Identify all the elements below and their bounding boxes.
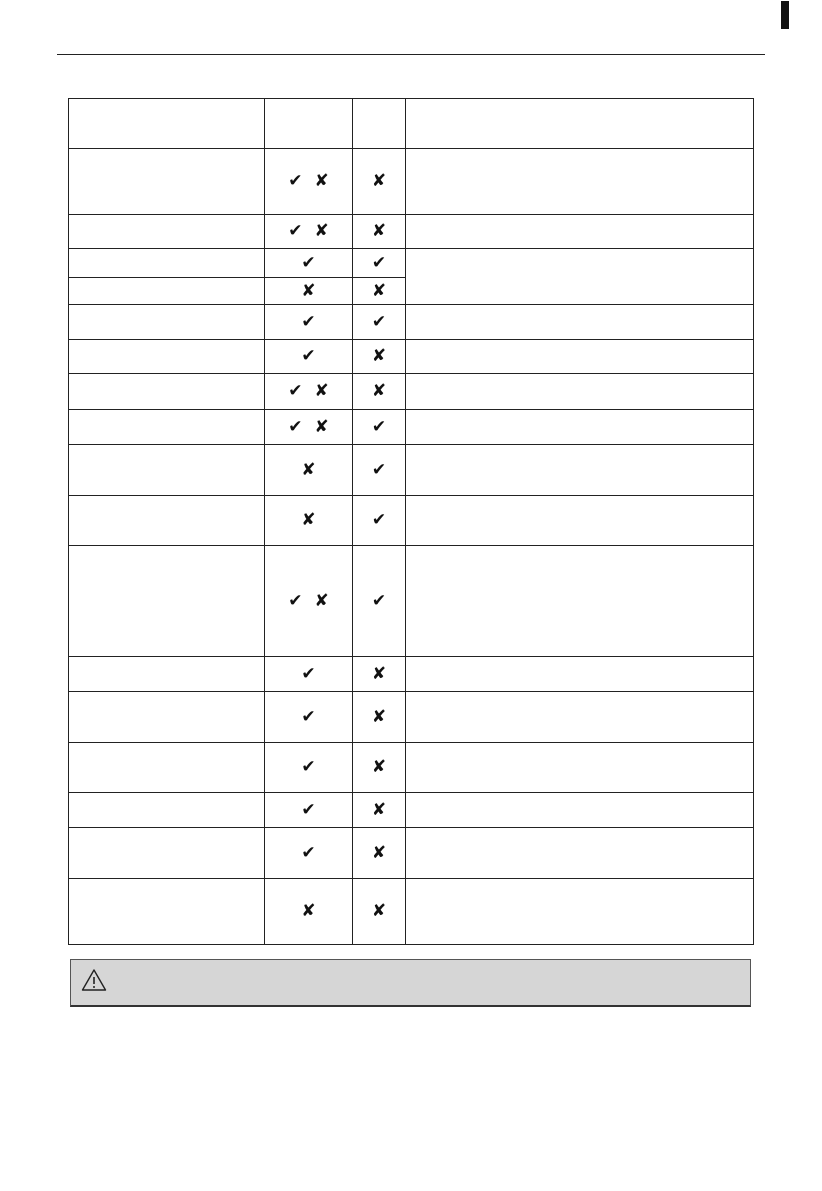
feature-cell	[69, 828, 265, 879]
check-icon: ✔	[288, 590, 303, 611]
description-cell	[406, 445, 754, 496]
page-corner-tab	[781, 1, 789, 29]
cross-icon: ✘	[371, 280, 387, 301]
description-cell	[406, 410, 754, 445]
table-header-row	[69, 99, 754, 149]
cross-icon: ✘	[371, 799, 387, 820]
description-cell	[406, 793, 754, 828]
column-b-cell	[353, 215, 406, 249]
feature-cell	[69, 445, 265, 496]
table-row	[69, 657, 754, 692]
table-row	[69, 496, 754, 546]
cross-icon: ✘	[371, 221, 387, 241]
cross-icon: ✘	[371, 171, 387, 191]
check-icon: ✔	[371, 311, 387, 332]
column-a-cell	[265, 149, 353, 215]
cross-icon: ✘	[314, 416, 329, 437]
column-a-cell	[265, 340, 353, 374]
table-row	[69, 149, 754, 215]
column-b-cell	[353, 278, 406, 305]
check-icon: ✔	[301, 663, 316, 684]
check-icon: ✔	[301, 799, 316, 820]
check-icon: ✔	[371, 252, 387, 273]
feature-cell	[69, 546, 265, 657]
cross-icon: ✘	[314, 381, 329, 401]
column-a-cell	[265, 249, 353, 278]
table-row	[69, 546, 754, 657]
description-cell	[406, 879, 754, 945]
check-icon: ✔	[301, 346, 316, 366]
feature-cell	[69, 278, 265, 305]
feature-cell	[69, 249, 265, 278]
column-b-cell	[353, 374, 406, 410]
check-icon: ✔	[371, 416, 387, 437]
check-icon: ✔	[288, 381, 303, 401]
table-row	[69, 793, 754, 828]
cross-icon: ✘	[301, 510, 316, 530]
feature-cell	[69, 496, 265, 546]
column-a-cell	[265, 410, 353, 445]
description-cell	[406, 828, 754, 879]
column-b-cell	[353, 793, 406, 828]
column-b-cell	[353, 828, 406, 879]
description-cell	[406, 215, 754, 249]
column-a-cell	[265, 743, 353, 793]
cross-icon: ✘	[314, 221, 329, 241]
feature-cell	[69, 657, 265, 692]
cross-icon: ✘	[301, 459, 316, 480]
column-b-cell	[353, 546, 406, 657]
cross-icon: ✘	[371, 901, 387, 921]
description-cell	[406, 546, 754, 657]
column-b-cell	[353, 149, 406, 215]
cross-icon: ✘	[301, 901, 316, 921]
feature-cell	[69, 340, 265, 374]
description-cell	[406, 657, 754, 692]
table-row	[69, 879, 754, 945]
column-a-cell	[265, 496, 353, 546]
column-a-cell	[265, 215, 353, 249]
check-icon: ✔	[288, 416, 303, 437]
table-row	[69, 374, 754, 410]
description-cell	[406, 149, 754, 215]
column-b-cell	[353, 743, 406, 793]
table-row	[69, 305, 754, 340]
cross-icon: ✘	[301, 280, 316, 301]
cross-icon: ✘	[371, 663, 387, 684]
column-a-cell	[265, 278, 353, 305]
column-a-cell	[265, 374, 353, 410]
column-b-cell	[353, 657, 406, 692]
description-cell	[406, 743, 754, 793]
column-a-cell	[265, 793, 353, 828]
cross-icon: ✘	[371, 706, 387, 727]
feature-cell	[69, 879, 265, 945]
check-icon: ✔	[301, 706, 316, 727]
column-b-cell	[353, 340, 406, 374]
table-row	[69, 410, 754, 445]
table-row	[69, 249, 754, 278]
header-cell	[353, 99, 406, 149]
header-rule	[57, 54, 765, 55]
feature-cell	[69, 149, 265, 215]
column-b-cell	[353, 879, 406, 945]
cross-icon: ✘	[314, 171, 329, 191]
table-row	[69, 340, 754, 374]
header-cell	[406, 99, 754, 149]
feature-cell	[69, 743, 265, 793]
cross-icon: ✘	[314, 590, 329, 611]
check-icon: ✔	[371, 510, 387, 530]
table-row	[69, 445, 754, 496]
check-icon: ✔	[301, 311, 316, 332]
cross-icon: ✘	[371, 842, 387, 863]
column-a-cell	[265, 445, 353, 496]
column-a-cell	[265, 546, 353, 657]
description-cell	[406, 692, 754, 743]
feature-cell	[69, 692, 265, 743]
cross-icon: ✘	[371, 757, 387, 777]
description-cell	[406, 249, 754, 305]
column-b-cell	[353, 496, 406, 546]
column-a-cell	[265, 879, 353, 945]
column-a-cell	[265, 692, 353, 743]
compatibility-table	[68, 98, 754, 945]
column-a-cell	[265, 828, 353, 879]
table-row	[69, 828, 754, 879]
check-icon: ✔	[371, 590, 387, 611]
column-b-cell	[353, 692, 406, 743]
description-cell	[406, 496, 754, 546]
cross-icon: ✘	[371, 346, 387, 366]
description-cell	[406, 340, 754, 374]
check-icon: ✔	[288, 221, 303, 241]
column-a-cell	[265, 657, 353, 692]
feature-cell	[69, 410, 265, 445]
cross-icon: ✘	[371, 381, 387, 401]
header-cell	[69, 99, 265, 149]
check-icon: ✔	[371, 459, 387, 480]
column-b-cell	[353, 445, 406, 496]
column-b-cell	[353, 305, 406, 340]
check-icon: ✔	[301, 252, 316, 273]
feature-cell	[69, 215, 265, 249]
feature-cell	[69, 374, 265, 410]
column-b-cell	[353, 410, 406, 445]
check-icon: ✔	[288, 171, 303, 191]
column-a-cell	[265, 305, 353, 340]
column-b-cell	[353, 249, 406, 278]
warning-icon	[81, 968, 107, 992]
description-cell	[406, 374, 754, 410]
check-icon: ✔	[301, 842, 316, 863]
check-icon: ✔	[301, 757, 316, 777]
table-row	[69, 692, 754, 743]
header-cell	[265, 99, 353, 149]
warning-note	[70, 959, 751, 1007]
table-row	[69, 743, 754, 793]
feature-cell	[69, 793, 265, 828]
table-row	[69, 215, 754, 249]
feature-cell	[69, 305, 265, 340]
description-cell	[406, 305, 754, 340]
